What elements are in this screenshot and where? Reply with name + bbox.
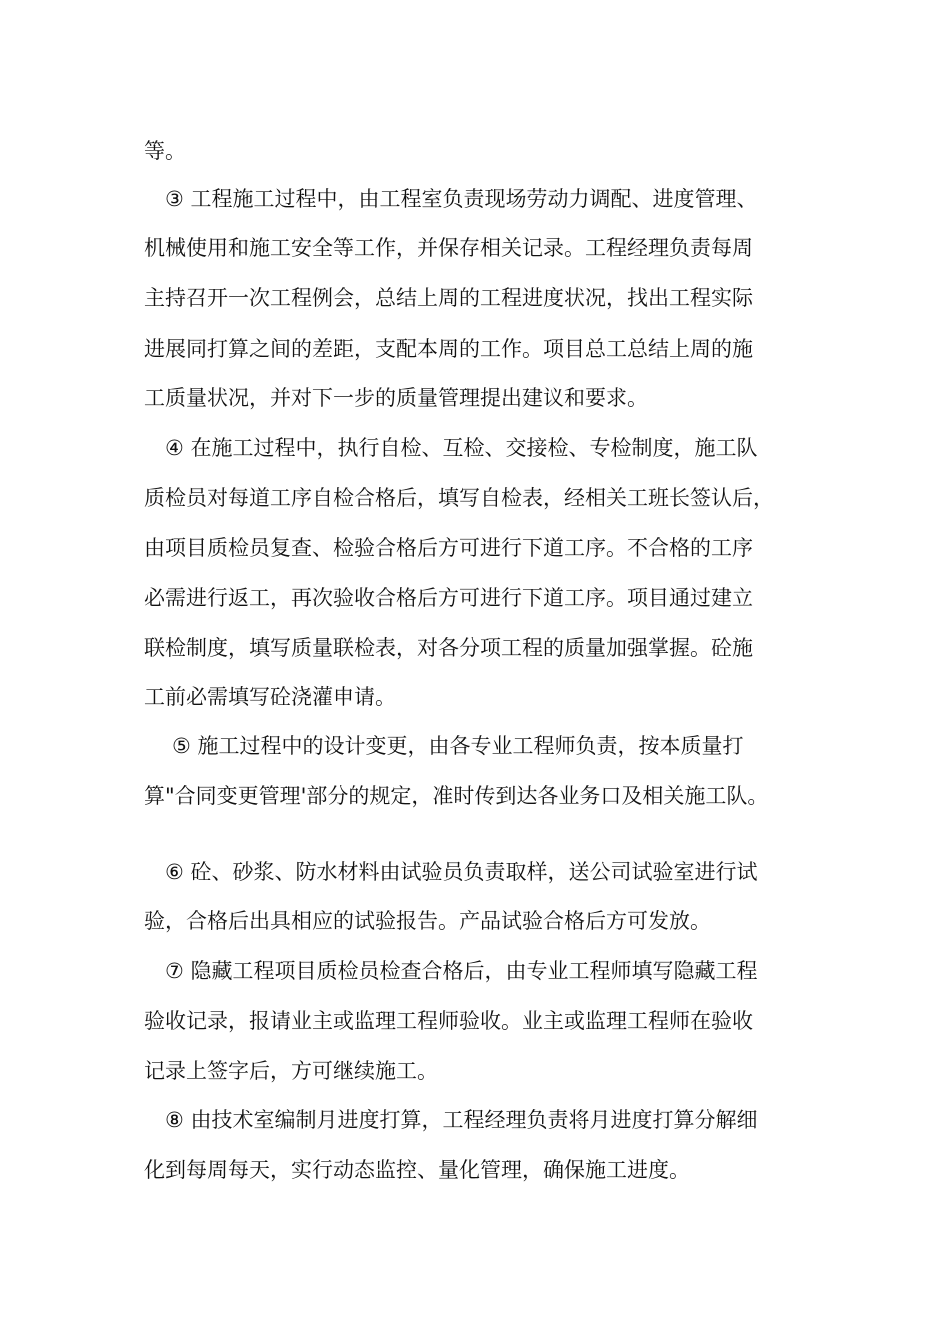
text-line-13: ⑤ 施工过程中的设计变更，由各专业工程师负责，按本质量打 [172,734,744,758]
text-line-3: 机械使用和施工安全等工作，并保存相关记录。工程经理负责每周 [144,236,753,260]
text-line-12: 工前必需填写砼浇灌申请。 [144,685,396,709]
text-line-2: ③ 工程施工过程中，由工程室负责现场劳动力调配、进度管理、 [165,187,758,211]
text-line-21: 化到每周每天，实行动态监控、量化管理，确保施工进度。 [144,1158,690,1182]
text-line-14: 算"合同变更管理'部分的规定，准时传到达各业务口及相关施工队。 [144,784,769,808]
text-line-20: ⑧ 由技术室编制月进度打算，工程经理负责将月进度打算分解细 [165,1108,758,1132]
text-line-5: 进展同打算之间的差距，支配本周的工作。项目总工总结上周的施 [144,337,753,361]
text-line-1: 等。 [144,139,186,163]
text-line-18: 验收记录，报请业主或监理工程师验收。业主或监理工程师在验收 [144,1009,753,1033]
text-line-11: 联检制度，填写质量联检表，对各分项工程的质量加强掌握。砼施 [144,636,753,660]
text-line-8: 质检员对每道工序自检合格后，填写自检表，经相关工班长签认后， [144,486,774,510]
text-line-19: 记录上签字后，方可继续施工。 [144,1059,438,1083]
text-line-17: ⑦ 隐藏工程项目质检员检查合格后，由专业工程师填写隐藏工程 [165,959,758,983]
text-line-16: 验，合格后出具相应的试验报告。产品试验合格后方可发放。 [144,909,711,933]
text-line-15: ⑥ 砼、砂浆、防水材料由试验员负责取样，送公司试验室进行试 [165,860,758,884]
text-line-6: 工质量状况，并对下一步的质量管理提出建议和要求。 [144,386,648,410]
text-line-10: 必需进行返工，再次验收合格后方可进行下道工序。项目通过建立 [144,586,753,610]
text-line-9: 由项目质检员复查、检验合格后方可进行下道工序。不合格的工序 [144,536,753,560]
text-line-7: ④ 在施工过程中，执行自检、互检、交接检、专检制度，施工队 [165,436,758,460]
text-line-4: 主持召开一次工程例会，总结上周的工程进度状况，找出工程实际 [144,286,753,310]
